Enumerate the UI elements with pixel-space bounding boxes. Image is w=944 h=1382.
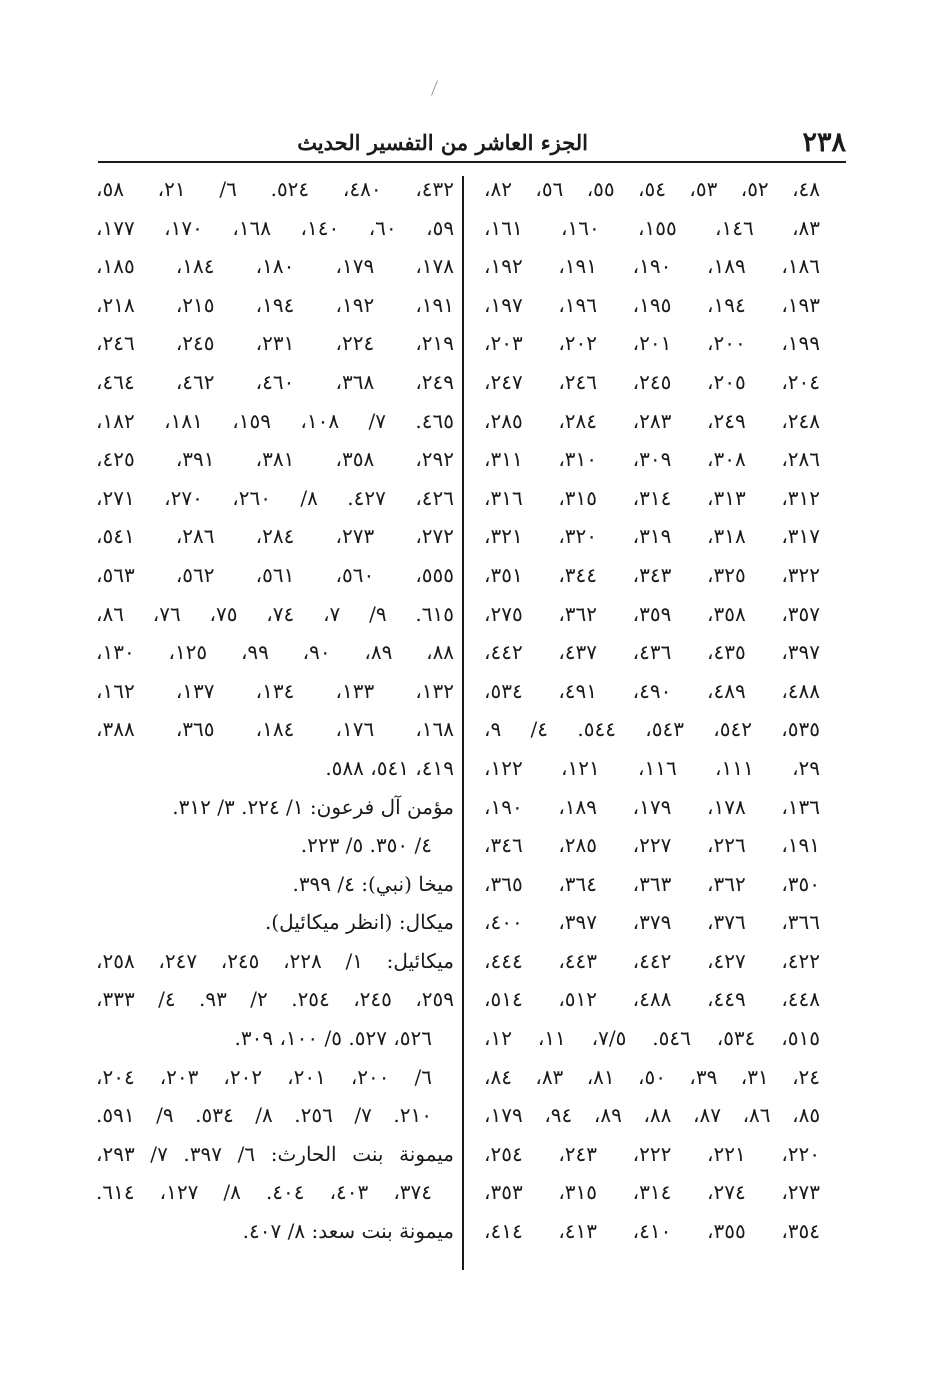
index-line: ٢٩، ١١١، ١١٦، ١٢١، ١٢٢، <box>484 755 820 780</box>
index-line: ٥٩، ٦٠، ١٤٠، ١٦٨، ١٧٠، ١٧٧، <box>96 215 454 240</box>
index-line: ٢٠٤، ٢٠٥، ٢٤٥، ٢٤٦، ٢٤٧، <box>484 369 820 394</box>
index-line: ١٩١، ١٩٢، ١٩٤، ٢١٥، ٢١٨، <box>96 292 454 317</box>
index-line: ميمونة بنت سعد: ٨/ ٤٠٧. <box>242 1219 454 1244</box>
index-line: ١٨٦، ١٨٩، ١٩٠، ١٩١، ١٩٢، <box>484 254 820 279</box>
index-line: ٤٣٢، ٤٨٠، ٥٢٤. ٦/ ٢١، ٥٨، <box>96 177 454 201</box>
index-line: ٢٩٢، ٣٥٨، ٣٨١، ٣٩١، ٤٢٥، <box>96 447 454 472</box>
index-line: ميخا (نبي): ٤/ ٣٩٩. <box>292 871 454 896</box>
index-line: ٣٥٤، ٣٥٥، ٤١٠، ٤١٣، ٤١٤، <box>484 1219 820 1244</box>
index-line: ٣٦٦، ٣٧٦، ٣٧٩، ٣٩٧، ٤٠٠، <box>484 910 820 935</box>
index-line: ٢١٩، ٢٢٤، ٢٣١، ٢٤٥، ٢٤٦، <box>96 331 454 356</box>
index-line: ٣٥٠، ٣٦٢، ٣٦٣، ٣٦٤، ٣٦٥، <box>484 871 820 896</box>
index-line: ١٩١، ٢٢٦، ٢٢٧، ٢٨٥، ٣٤٦، <box>484 833 820 858</box>
index-line: ٢٧٢، ٢٧٣، ٢٨٤، ٢٨٦، ٥٤١، <box>96 524 454 549</box>
index-line: ٢٤٨، ٢٤٩، ٢٨٣، ٢٨٤، ٢٨٥، <box>484 408 820 433</box>
index-line: ١٩٩، ٢٠٠، ٢٠١، ٢٠٢، ٢٠٣، <box>484 331 820 356</box>
index-line: ميكائيل: ١/ ٢٢٨، ٢٤٥، ٢٤٧، ٢٥٨، <box>96 948 454 973</box>
index-line: ٣٧٤، ٤٠٣، ٤٠٤. ٨/ ١٢٧، ٦١٤. <box>96 1180 433 1205</box>
index-line: ٢٤، ٣١، ٣٩، ٥٠، ٨١، ٨٣، ٨٤، <box>484 1064 820 1089</box>
index-line: ميمونة بنت الحارث: ٦/ ٣٩٧. ٧/ ٢٩٣، <box>96 1141 454 1166</box>
index-line: ٣٢٢، ٣٢٥، ٣٤٣، ٣٤٤، ٣٥١، <box>484 562 820 587</box>
index-line: ٥٣٥، ٥٤٢، ٥٤٣، ٥٤٤. ٤/ ٩، <box>484 717 820 742</box>
index-line: ٦/ ٢٠٠، ٢٠١، ٢٠٢، ٢٠٣، ٢٠٤، <box>96 1064 433 1089</box>
index-line: ٣١٢، ٣١٣، ٣١٤، ٣١٥، ٣١٦، <box>484 485 820 510</box>
index-column-left <box>96 170 454 1251</box>
index-line: ٢٥٩، ٢٤٥، ٢٥٤. ٢/ ٩٣. ٤/ ٣٣٣، <box>96 987 454 1012</box>
index-line: ٤١٩، ٥٤١، ٥٨٨. <box>325 755 454 780</box>
index-line: ١٩٣، ١٩٤، ١٩٥، ١٩٦، ١٩٧، <box>484 292 820 317</box>
index-line: ٤٢٦، ٤٢٧. ٨/ ٢٦٠، ٢٧٠، ٢٧١، <box>96 485 454 510</box>
index-line: ٤٦٥. ٧/ ١٠٨، ١٥٩، ١٨١، ١٨٢، <box>96 408 454 433</box>
index-line: مؤمن آل فرعون: ١/ ٢٢٤. ٣/ ٣١٢. <box>172 794 454 819</box>
running-title: الجزء العاشر من التفسير الحديث <box>297 130 588 155</box>
page-number: ٢٣٨ <box>802 127 846 158</box>
index-line: ٤٤٨، ٤٤٩، ٤٨٨، ٥١٢، ٥١٤، <box>484 987 820 1012</box>
index-line: ٢٨٦، ٣٠٨، ٣٠٩، ٣١٠، ٣١١، <box>484 447 820 472</box>
index-line: ٥٥٥، ٥٦٠، ٥٦١، ٥٦٢، ٥٦٣، <box>96 562 454 587</box>
index-line: ٥٢٦، ٥٢٧. ٥/ ١٠٠، ٣٠٩. <box>234 1026 432 1051</box>
index-line: ٤/ ٣٥٠. ٥/ ٢٢٣. <box>300 833 432 858</box>
index-line: ٢٧٣، ٢٧٤، ٣١٤، ٣١٥، ٣٥٣، <box>484 1180 820 1205</box>
index-line: ٤٨، ٥٢، ٥٣، ٥٤، ٥٥، ٥٦، ٨٢، <box>484 177 820 201</box>
index-column-right <box>484 170 820 1251</box>
index-line: ٢٤٩، ٣٦٨، ٤٦٠، ٤٦٢، ٤٦٤، <box>96 369 454 394</box>
index-line: ٤٨٨، ٤٨٩، ٤٩٠، ٤٩١، ٥٣٤، <box>484 678 820 703</box>
index-line: ٨٨، ٨٩، ٩٠، ٩٩، ١٢٥، ١٣٠، <box>96 640 454 665</box>
index-line: ٢٢٠، ٢٢١، ٢٢٢، ٢٤٣، ٢٥٤، <box>484 1141 820 1166</box>
header-rule <box>98 161 846 163</box>
index-line: ٨٣، ١٤٦، ١٥٥، ١٦٠، ١٦١، <box>484 215 820 240</box>
index-line: ٦١٥. ٩/ ٧، ٧٤، ٧٥، ٧٦، ٨٦، <box>96 601 454 626</box>
index-line: ٣١٧، ٣١٨، ٣١٩، ٣٢٠، ٣٢١، <box>484 524 820 549</box>
column-divider <box>462 176 464 1270</box>
index-line: ميكال: (انظر ميكائيل). <box>264 910 454 935</box>
index-line: ٣٥٧، ٣٥٨، ٣٥٩، ٣٦٢، ٢٧٥، <box>484 601 820 626</box>
index-line: ٢١٠. ٧/ ٢٥٦. ٨/ ٥٣٤. ٩/ ٥٩١. <box>96 1103 433 1128</box>
index-line: ٤٢٢، ٤٢٧، ٤٤٢، ٤٤٣، ٤٤٤، <box>484 948 820 973</box>
page-header <box>98 126 846 160</box>
index-line: ٨٥، ٨٦، ٨٧، ٨٨، ٨٩، ٩٤، ١٧٩، <box>484 1103 820 1128</box>
index-line: ١٧٨، ١٧٩، ١٨٠، ١٨٤، ١٨٥، <box>96 254 454 279</box>
index-line: ٣٩٧، ٤٣٥، ٤٣٦، ٤٣٧، ٤٤٢، <box>484 640 820 665</box>
index-line: ١٣٢، ١٣٣، ١٣٤، ١٣٧، ١٦٢، <box>96 678 454 703</box>
index-line: ١٣٦، ١٧٨، ١٧٩، ١٨٩، ١٩٠، <box>484 794 820 819</box>
stray-pen-mark <box>431 80 438 95</box>
index-line: ٥١٥، ٥٣٤، ٥٤٦. ٧/٥، ١١، ١٢، <box>484 1026 820 1051</box>
index-line: ١٦٨، ١٧٦، ١٨٤، ٣٦٥، ٣٨٨، <box>96 717 454 742</box>
